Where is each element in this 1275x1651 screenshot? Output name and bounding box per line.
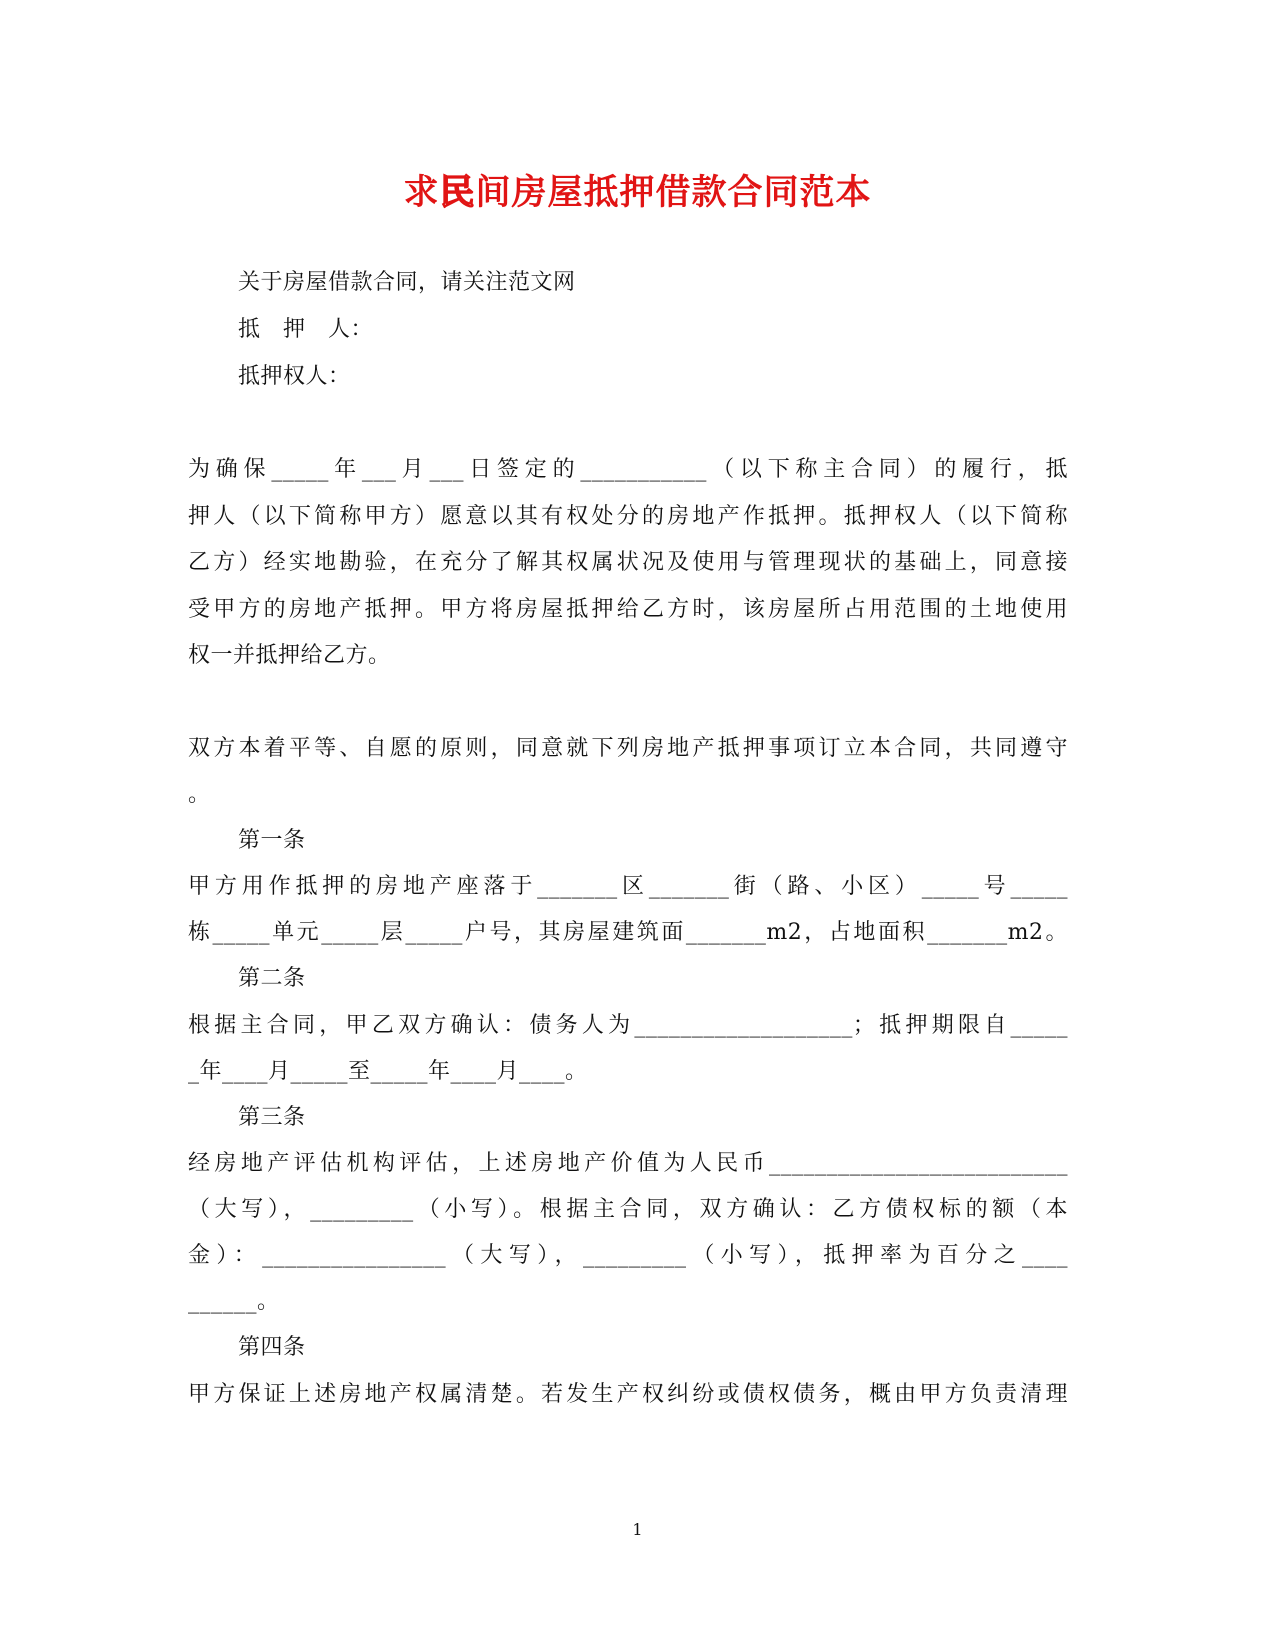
article-1-heading: 第一条	[238, 828, 306, 853]
agreement-line: 。	[188, 782, 211, 807]
preamble-line: 受甲方的房地产抵押。甲方将房屋抵押给乙方时，该房屋所占用范围的土地使用	[188, 597, 1068, 622]
article-3-line: ______。	[188, 1289, 280, 1314]
agreement-line: 双方本着平等、自愿的原则，同意就下列房地产抵押事项订立本合同，共同遵守	[188, 736, 1068, 761]
mortgagor-label: 抵 押 人：	[238, 317, 374, 342]
title-prefix: 求	[403, 173, 440, 213]
article-4-heading: 第四条	[238, 1335, 306, 1360]
article-3-heading: 第三条	[238, 1105, 306, 1130]
preamble-line: 乙方）经实地勘验，在充分了解其权属状况及使用与管理现状的基础上，同意接	[188, 550, 1068, 575]
page-number: 1	[632, 1520, 643, 1539]
article-4-line: 甲方保证上述房地产权属清楚。若发生产权纠纷或债权债务，概由甲方负责清理	[188, 1382, 1068, 1407]
preamble-line: 押人（以下简称甲方）愿意以其有权处分的房地产作抵押。抵押权人（以下简称	[188, 504, 1068, 529]
title-rest: 间房屋抵押借款合同范本	[475, 173, 872, 213]
article-1-line: 栋_____单元_____层_____户号，其房屋建筑面_______m2，占地面积_______m2。	[188, 920, 1068, 945]
article-2-heading: 第二条	[238, 966, 306, 991]
article-3-line: （大写），_________（小写）。根据主合同，双方确认：乙方债权标的额（本	[188, 1197, 1068, 1222]
preamble-line: 为确保_____年___月___日签定的___________（以下称主合同）的履行，抵	[188, 457, 1068, 482]
document-title	[0, 165, 1275, 215]
preamble-line: 权一并抵押给乙方。	[188, 643, 391, 668]
intro-line: 关于房屋借款合同，请关注范文网	[238, 270, 576, 295]
article-2-line: 根据主合同，甲乙双方确认：债务人为___________________；抵押期限自_____	[188, 1013, 1068, 1038]
article-1-line: 甲方用作抵押的房地产座落于_______区_______街（路、小区）_____号_____	[188, 874, 1068, 899]
mortgagee-label: 抵押权人：	[238, 364, 351, 389]
title-outline-char: 民	[439, 173, 476, 213]
article-3-line: 经房地产评估机构评估，上述房地产价值为人民币__________________________	[188, 1151, 1068, 1176]
article-3-line: 金）：________________（大写），_________（小写），抵押率为百分之____	[188, 1243, 1068, 1268]
article-2-line: _年____月_____至_____年____月____。	[188, 1059, 588, 1084]
